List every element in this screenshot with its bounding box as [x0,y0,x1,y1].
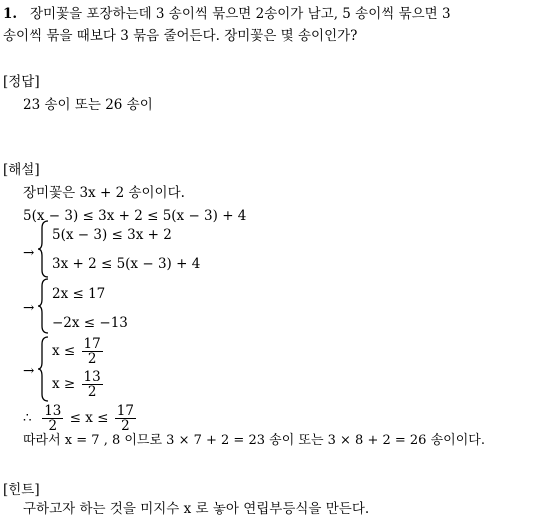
hint-label: [힌트] [3,482,40,498]
system3-b-fraction [82,370,103,399]
range-result [23,404,138,433]
step1-prefix: 장미꽃은 [23,185,80,201]
step1-suffix: 송이이다. [124,185,185,201]
system3-arrow: → [23,363,35,379]
range-upper-denominator: 2 [115,418,136,433]
system3-a-lhs: x ≤ [52,343,76,359]
range-upper-fraction [115,404,136,433]
system3-b-lhs: x ≥ [52,376,76,392]
answer-label: [정답] [3,74,40,90]
system3-b-denominator: 2 [82,384,103,399]
explanation-label: [해설] [3,162,40,178]
hint-text: 구하고자 하는 것을 미지수 x 로 놓아 연립부등식을 만든다. [23,501,370,517]
system1-inequality-b: 3x + 2 ≤ 5(x − 3) + 4 [52,256,201,272]
system2-inequality-a: 2x ≤ 17 [52,286,106,302]
range-upper-numerator: 17 [116,403,134,419]
system1-arrow: → [23,245,35,261]
system3-inequality-b [52,370,105,399]
system2-inequality-b: −2x ≤ −13 [52,315,128,331]
range-lower-denominator: 2 [42,418,63,433]
answer-text: 23 송이 또는 26 송이 [23,97,153,113]
explanation-step-1 [23,184,185,202]
explanation-conclusion: 따라서 x = 7 , 8 이므로 3 × 7 + 2 = 23 송이 또는 3 × 8 + 2 = 26 송이이다. [23,433,485,448]
range-lower-fraction [42,404,63,433]
system2-brace [38,278,50,334]
system3-inequality-a [52,337,105,366]
range-middle: ≤ x ≤ [69,410,109,426]
system3-a-denominator: 2 [82,351,103,366]
question-line-1 [3,5,451,23]
system3-a-numerator: 17 [83,336,101,352]
system3-b-numerator: 13 [83,369,101,385]
system1-brace [38,220,50,278]
step1-expression: 3x + 2 [79,185,125,201]
explanation-step-2: 5(x − 3) ≤ 3x + 2 ≤ 5(x − 3) + 4 [23,208,247,224]
question-number: 1. [3,6,18,22]
question-text-1: 장미꽃을 포장하는데 3 송이씩 묶으면 2송이가 남고, 5 송이씩 묶으면 3 [29,6,451,22]
system3-a-fraction [82,337,103,366]
question-line-2: 송이씩 묶을 때보다 3 묶음 줄어든다. 장미꽃은 몇 송이인가? [3,28,358,44]
system2-arrow: → [23,300,35,316]
system1-inequality-a: 5(x − 3) ≤ 3x + 2 [52,227,172,243]
therefore-symbol: ∴ [23,410,32,426]
system3-brace [38,336,50,402]
range-lower-numerator: 13 [44,403,62,419]
